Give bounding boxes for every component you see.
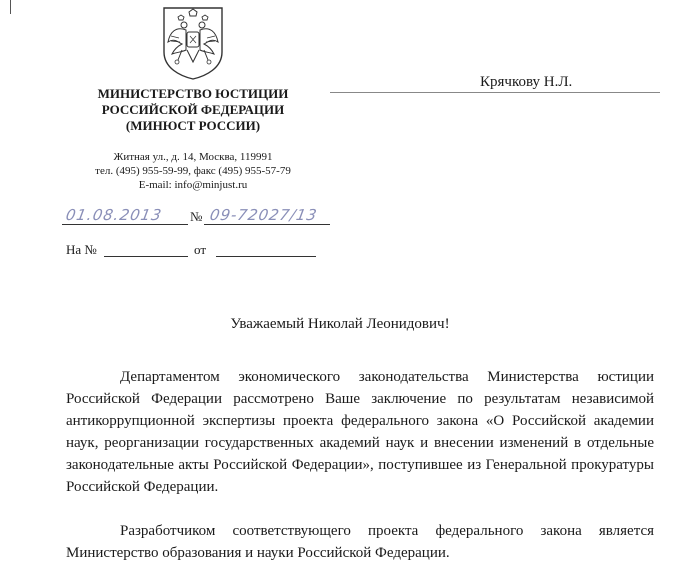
page-edge-mark — [10, 0, 11, 14]
ministry-address: Житная ул., д. 14, Москва, 119991 — [113, 151, 273, 163]
incoming-from-label: от — [194, 242, 207, 257]
incoming-number-label: На № — [66, 242, 97, 257]
letter-paragraph-2: Разработчиком соответствующего проекта федерального закона является Министерство образования и науки Российской Федерации. — [66, 523, 654, 561]
recipient-name: Крячкову Н.Л. — [480, 74, 573, 90]
letter-greeting: Уважаемый Николай Леонидович! — [230, 316, 450, 332]
outgoing-date: 01.08.2013 — [64, 206, 164, 224]
ministry-name-line1: МИНИСТЕРСТВО ЮСТИЦИИ — [97, 86, 289, 101]
recipient-divider — [330, 92, 660, 93]
ministry-phone: тел. (495) 955-59-99, факс (495) 955-57-79 — [95, 165, 291, 177]
ministry-name-line3: (МИНЮСТ РОССИИ) — [125, 118, 261, 133]
letter-paragraph-1: Департаментом экономического законодательства Министерства юстиции Российской Федерации рассмотрено Ваше заключение по результатам независимой антикоррупционной экспертизы проекта федерального закона «О Российской академии наук, реорганизации государственных академий наук и внесении изменений в отдельные законодательные акты Российской Федерации», поступившее из Генеральной прокуратуры Российской Федерации. — [66, 369, 654, 495]
coat-of-arms-emblem — [162, 6, 224, 80]
number-underline — [204, 224, 330, 225]
outgoing-number-label: № — [190, 209, 203, 224]
ministry-email: E-mail: info@minjust.ru — [138, 179, 248, 191]
date-underline — [62, 224, 188, 225]
incoming-date-line — [216, 256, 316, 257]
ministry-name-line2: РОССИЙСКОЙ ФЕДЕРАЦИИ — [101, 102, 285, 117]
outgoing-number: 09-72027/13 — [208, 206, 319, 224]
incoming-number-line — [104, 256, 188, 257]
